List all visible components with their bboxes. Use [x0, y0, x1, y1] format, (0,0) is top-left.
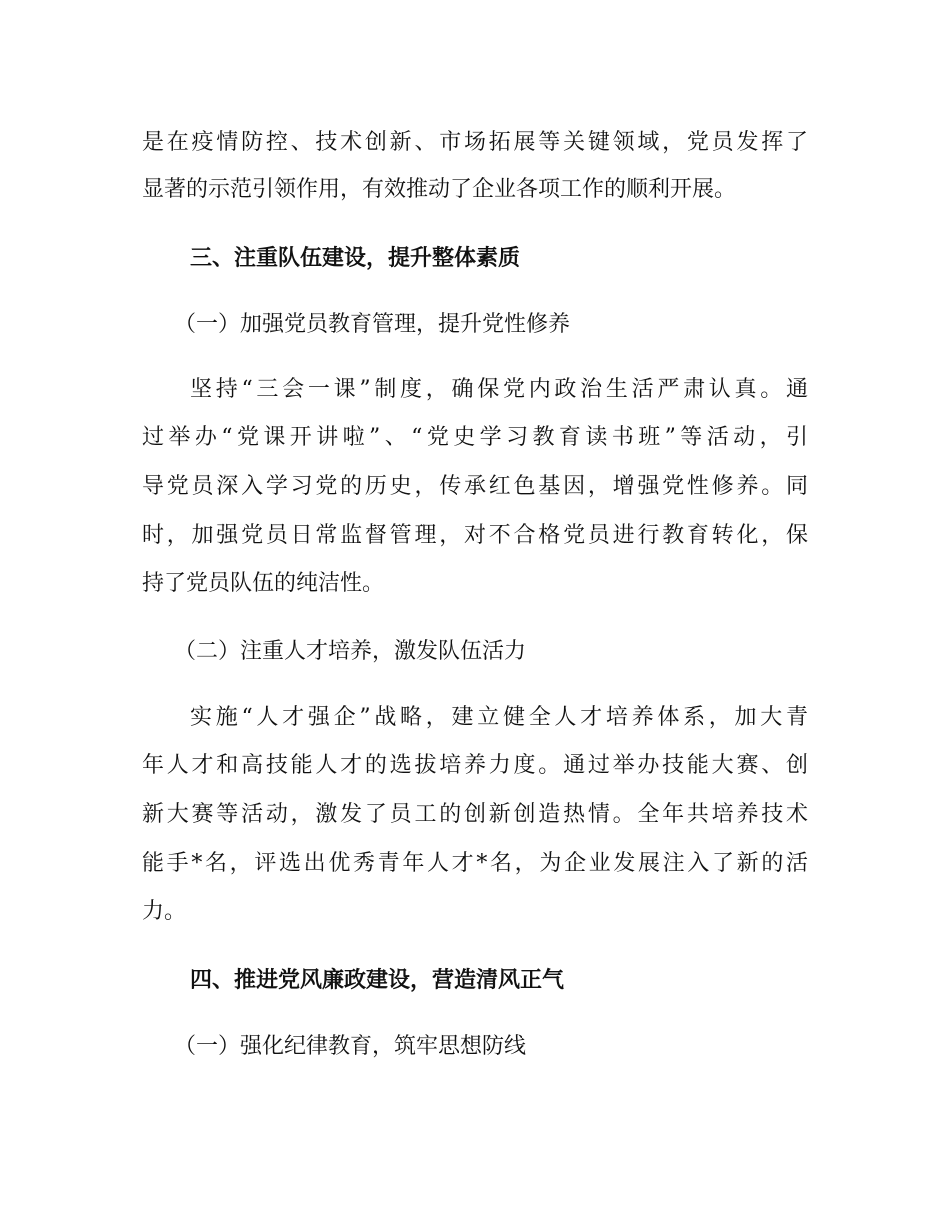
- body-line: 显著的示范引领作用，有效推动了企业各项工作的顺利开展。: [142, 177, 737, 202]
- body-line: 过举办“党课开讲啦”、“党史学习教育读书班”等活动，引: [142, 425, 808, 450]
- body-line: 坚持“三会一课”制度，确保党内政治生活严肃认真。通: [190, 377, 808, 402]
- section-heading: 三、注重队伍建设，提升整体素质: [190, 245, 521, 271]
- body-line: 年人才和高技能人才的选拔培养力度。通过举办技能大赛、创: [142, 753, 808, 778]
- body-line: 持了党员队伍的纯洁性。: [142, 571, 385, 596]
- body-line: 新大赛等活动，激发了员工的创新创造热情。全年共培养技术: [142, 802, 808, 827]
- body-line: 是在疫情防控、技术创新、市场拓展等关键领域，党员发挥了: [142, 130, 808, 155]
- body-line: 时，加强党员日常监督管理，对不合格党员进行教育转化，保: [142, 523, 808, 548]
- body-line: 导党员深入学习党的历史，传承红色基因，增强党性修养。同: [142, 474, 808, 499]
- subsection-heading: （二）注重人才培养，激发队伍活力: [174, 639, 527, 664]
- body-line: 力。: [142, 899, 187, 924]
- subsection-heading: （一）强化纪律教育，筑牢思想防线: [174, 1034, 527, 1059]
- body-line: 实施“人才强企”战略，建立健全人才培养体系，加大青: [190, 705, 808, 730]
- subsection-heading: （一）加强党员教育管理，提升党性修养: [174, 312, 571, 337]
- section-heading: 四、推进党风廉政建设，营造清风正气: [190, 967, 565, 993]
- body-line: 能手*名，评选出优秀青年人才*名，为企业发展注入了新的活: [142, 851, 808, 876]
